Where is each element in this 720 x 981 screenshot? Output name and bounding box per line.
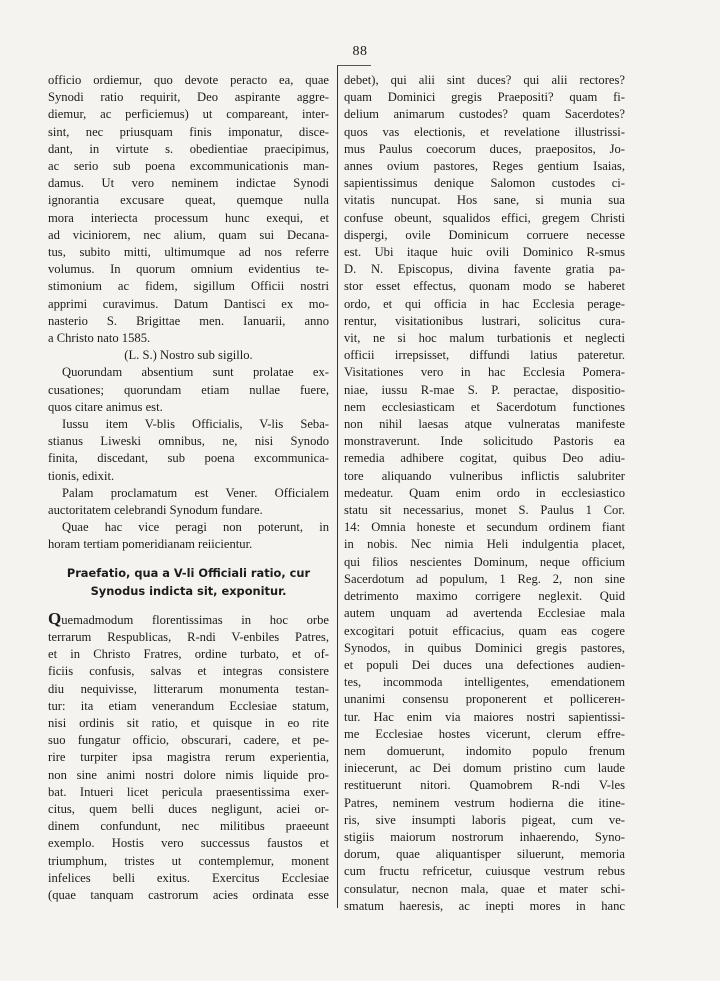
text-line: annes ovium pastores, Reges gentium Isaias,	[344, 159, 625, 174]
text-line: triumphum, tristes ut contemplemur, monent	[48, 853, 329, 868]
left-column	[48, 72, 329, 904]
text-line: excogitari potuit efficacius, quam eas cogere	[344, 623, 625, 638]
text-line: me Ecclesiae hostes vicerunt, clerum effre-	[344, 726, 625, 741]
text-line: mus Paulus coecorum duces, praepositos, Jo-	[344, 141, 625, 156]
text-line: finita, discedant, sub poena excommunica-	[48, 451, 329, 466]
text-line: dinem confundunt, nec militibus praeeunt	[48, 819, 329, 834]
text-line: restituerunt nitori. Quamobrem R-ndi V-les	[344, 778, 625, 793]
text-line: tionis, edixit.	[48, 468, 115, 483]
text-line: non nihil laesas atque vulneratas manifeste	[344, 417, 625, 432]
section-heading: Praefatio, qua a V-li Officiali ratio, cur	[66, 565, 311, 580]
text-line: officio ordiemur, quo devote peracto ea, quae	[48, 73, 329, 87]
text-line: ignorantia excusare queat, quemque nulla	[48, 193, 329, 208]
text-line: nisi ordinis sit ratio, et quisque in eo rite	[48, 715, 329, 730]
text-line: tur: ita etiam venerandum Ecclesiae statum,	[48, 698, 329, 713]
text-line: exemplo. Hostis vero successus faustos et	[48, 836, 329, 851]
text-line: (quae tanquam castrorum acies ordinata esse	[48, 887, 329, 902]
text-line: stor esset effectus, quonam modo se haberet	[344, 279, 625, 294]
text-line: nasterio S. Brigittae men. Ianuarii, anno	[48, 313, 329, 328]
text-line: cum fructu refricetur, cuiusque vestrum rebus	[344, 864, 625, 879]
text-line: Iussu item V-blis Officialis, V-lis Seba-	[62, 417, 329, 432]
text-line: tus, subito mitti, ultimumque ad nos referre	[48, 245, 329, 260]
text-line: Visitationes vero in hac Ecclesia Pomera-	[344, 365, 625, 380]
text-line: iniecerunt, ac Dei domum pristino cum laude	[344, 761, 625, 776]
text-line: diemur, ac perficiemus) ut compareant, inter-	[48, 107, 329, 122]
text-line: diu nequivisse, litterarum monumenta testan-	[48, 681, 329, 696]
text-line: consulatur, necnon mala, quae et mater schi-	[344, 881, 625, 896]
text-line: 14: Omnia honeste et secundum ordinem fiant	[344, 520, 625, 535]
text-line: ficiis confusis, salvas et integras consistere	[48, 664, 329, 679]
text-line: ad viciniorem, nec alium, quam sui Decana-	[48, 227, 329, 242]
text-line: citus, quem belli duces negligunt, aciei or-	[48, 801, 329, 816]
text-line: cusationes; quorundam etiam nullae fuere,	[48, 382, 329, 397]
text-line: vit, ne si hoc malum turbationis et neglecti	[344, 331, 625, 346]
text-line: apprimi curavimus. Datum Dantisci ex mo-	[48, 296, 329, 311]
text-line: Palam proclamatum est Vener. Officialem	[62, 485, 329, 500]
text-line: ordo, et qui officia in hac Ecclesia perage-	[344, 296, 625, 311]
text-line: horam tertiam pomeridianam reiicientur.	[48, 537, 253, 552]
text-line: rentur, visitationibus lustrari, solicitus cura-	[344, 313, 625, 328]
text-line-rest: uemadmodum florentissimas in hoc orbe	[61, 612, 329, 627]
text-line: nem domuerunt, indomito populo frenum	[344, 743, 625, 758]
text-line: quos citare animus est.	[48, 399, 163, 414]
drop-cap: Q	[48, 608, 62, 628]
text-line: Synodi ratio requirit, Deo aspirante aggre-	[48, 90, 329, 105]
text-line: vitatis nuncupat. Hos sane, si munia sua	[344, 193, 625, 208]
text-line: qui filios nescientes Dominum, neque officium	[344, 554, 625, 569]
text-line: stigiis maiorum nostrorum inhaerendo, Syno-	[344, 829, 625, 844]
text-line: infelices belli exitus. Exercitus Ecclesiae	[48, 870, 329, 885]
text-line: quam Dominici gregis Praepositi? quam fi-	[344, 90, 625, 105]
text-line: sapientissimus denique Salomon custodes ci-	[344, 176, 625, 191]
page-number-underline	[337, 62, 371, 66]
text-line: mora interiecta processum hunc exequi, et	[48, 210, 329, 225]
text-line: ac serio sub poena excommunicationis man-	[48, 159, 329, 174]
text-line: Quorundam absentium sunt prolatae ex-	[62, 365, 329, 380]
text-line: tes, incommoda intelligentes, emendationem	[344, 675, 625, 690]
text-line: confuse obeunt, squalidos effici, gregem Christi	[344, 210, 625, 225]
text-line: volumus. In quorum omnium evidentius te-	[48, 262, 329, 277]
text-line: dispergi, ovile Dominicum corruere necesse	[344, 227, 625, 242]
text-line: unanimi consensu proponerent et pollicerен-	[344, 692, 625, 707]
text-line: damus. Ut vero neminem indictae Synodi	[48, 176, 329, 191]
text-line: smatum haeresis, ac inepti mores in hanc	[344, 898, 625, 913]
text-line: dorum, quae aliquantisper siluerunt, memoria	[344, 847, 625, 862]
text-line: ris, sive insumpti laboris pigeat, cum ve-	[344, 812, 625, 827]
text-line: in nobis. Nec nimia Heli indulgentia placet,	[344, 537, 625, 552]
text-line: debet), qui alii sint duces? qui alii rectores?	[344, 73, 625, 87]
text-line: bat. Intueri licet pericula praesentissima exer-	[48, 784, 329, 799]
text-line: dant, in virtute s. obedientiae praecipimus,	[48, 141, 329, 156]
text-line: niae, iussu R-mae S. P. peractae, dispositio-	[344, 382, 625, 397]
page-number: 88	[352, 44, 368, 59]
text-line: a Christo nato 1585.	[48, 331, 151, 346]
text-line	[48, 610, 329, 629]
text-line: autem unquam ad avertenda Ecclesiae mala	[344, 606, 625, 621]
right-column	[344, 72, 625, 915]
text-line: sint, nec priusquam finis imponatur, disce-	[48, 124, 329, 139]
text-line: detrimento maximo corrigere neglexit. Quid	[344, 589, 625, 604]
text-line: tur. Hac enim via maiores nostri sapientissi-	[344, 709, 625, 724]
column-divider	[337, 66, 338, 908]
text-line: monstraverunt. Inde solicitudo Pastoris ea	[344, 434, 625, 449]
text-line: et populi Dei duces una defectiones audien-	[344, 657, 625, 672]
text-line: remedia adhibere cogitat, quibus Deo adiu-	[344, 451, 625, 466]
text-line: nem ecclesiasticam et Sacerdotum functiones	[344, 399, 625, 414]
text-line: officii irrepsisset, diffundi latius pateretur.	[344, 348, 625, 363]
text-line: et in Christo Fratres, ordine turbato, et of-	[48, 647, 329, 662]
text-line: non sine animi nostri dolore nimis liquide pro-	[48, 767, 329, 782]
text-line: delium animarum custodes? quam Sacerdotes?	[344, 107, 625, 122]
seal-line: (L. S.) Nostro sub sigillo.	[124, 348, 253, 363]
text-line: D. N. Episcopus, divina favente gratia pa-	[344, 262, 625, 277]
text-line: Patres, neminem vestrum hodierna die itine-	[344, 795, 625, 810]
section-heading: Synodus indicta sit, exponitur.	[90, 583, 287, 598]
text-line: Quae hac vice peragi non poterunt, in	[62, 520, 329, 535]
text-line: quos vas electionis, et revelatione illustrissi-	[344, 124, 625, 139]
text-line: terrarum Respublicas, R-ndi V-enbiles Patres,	[48, 629, 329, 644]
text-line: rire turpiter ipsa magistra rerum experientia,	[48, 750, 329, 765]
text-line: est. Ubi itaque huic ovili Dominico R-smus	[344, 245, 625, 260]
text-line: stianus Liweski omnibus, ne, nisi Synodo	[48, 434, 329, 449]
text-line: suo fungatur officio, obscurari, cadere, et pe-	[48, 733, 329, 748]
text-line: Sacerdotum ad populum, 1 Reg. 2, non sine	[344, 571, 625, 586]
text-line: medeatur. Quam enim ordo in ecclesiastico	[344, 485, 625, 500]
text-line: Synodos, in quibus Dominici gregis pastores,	[344, 640, 625, 655]
text-line: tore aliquando vulneribus inflictis salubriter	[344, 468, 625, 483]
text-line: auctoritatem celebrandi Synodum fundare.	[48, 503, 263, 518]
text-line: stimonium ac fidem, sigillum Officii nostri	[48, 279, 329, 294]
text-line: statu sit necessarius, monet S. Paulus 1 Cor.	[344, 503, 625, 518]
